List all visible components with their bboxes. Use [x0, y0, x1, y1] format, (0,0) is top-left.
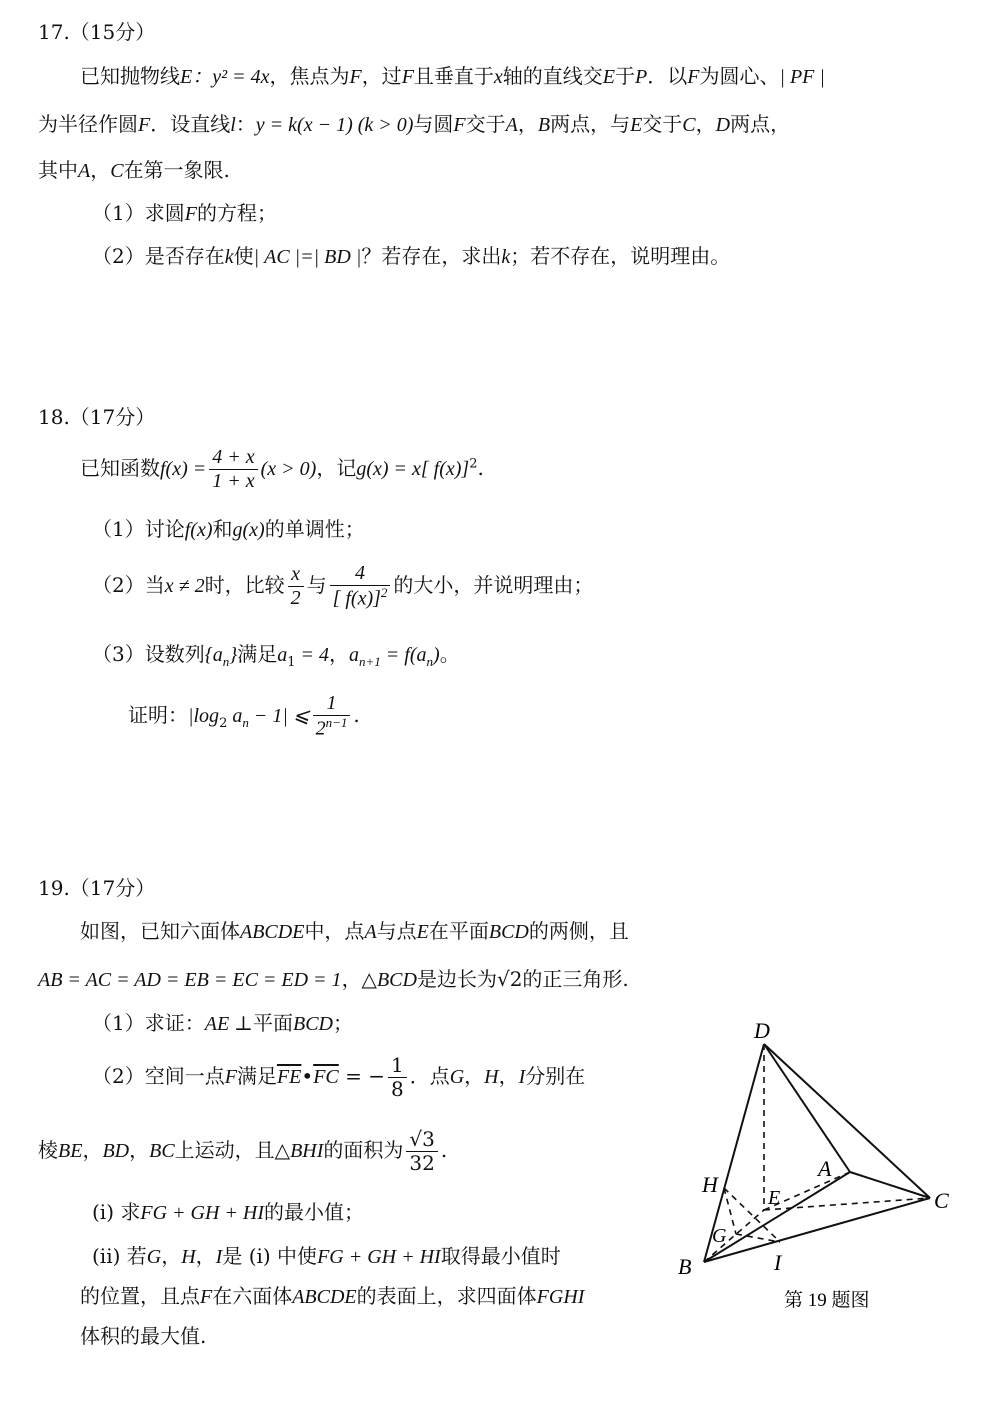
q18-subquestion-2: （2）当x ≠ 2时，比较 $\frac{x}{2}$ 与 $\frac{4}{[ f(x)]^2}$ 的大小，并说明理由；	[92, 562, 594, 610]
figure-solid-edges	[704, 1044, 930, 1262]
q18-subquestion-1: （1）讨论f(x)和g(x)的单调性；	[92, 517, 365, 541]
label-B: B	[678, 1254, 692, 1279]
q18-fraction-1-over-2n: $\frac{1}{2^{n-1}}$	[313, 692, 351, 741]
q19-fraction-sqrt3-over-32: $\frac{√3}{32}$	[406, 1128, 437, 1175]
q19-figure	[668, 1010, 968, 1320]
q18-intro: 已知函数f(x) = $\frac{4 + x}{1 + x}$ (x > 0)，记g(x) = x[ f(x)]$^2$.	[80, 446, 484, 492]
q19-header: 19.（17分）	[38, 876, 156, 900]
q17-para-line-1: 已知抛物线E：y² = 4x，焦点为F，过F且垂直于x轴的直线交E于P．以F为圆心、| PF |	[80, 64, 825, 88]
label-G: G	[712, 1225, 727, 1247]
q19-subquestion-2-i: (i) 求FG + GH + HI的最小值；	[92, 1200, 365, 1224]
q17-para-line-2: 为半径作圆F．设直线l：y = k(x − 1) (k > 0)与圆F交于A，B两点，与E交于C，D两点，	[38, 112, 791, 136]
q18-fraction-4-over-f2: $\frac{4}{[ f(x)]^2}$	[330, 562, 391, 611]
q19-subquestion-1: （1）求证：AE ⊥平面BCD；	[92, 1011, 353, 1035]
label-E: E	[768, 1187, 781, 1209]
q18-proof-statement: 证明：$|\log_2$ $a_n - 1|$ ⩽ $\frac{1}{2^{n-1}}$ .	[128, 692, 360, 740]
q19-para-line-1: 如图，已知六面体ABCDE中，点A与点E在平面BCD的两侧，且	[80, 919, 629, 943]
q18-subquestion-3: （3）设数列$\{a_n\}$满足$a_1 = 4$，$a_{n+1} = f(a_n)$。	[92, 642, 460, 670]
label-C: C	[934, 1188, 949, 1213]
q19-fraction-1-over-8: $\frac{1}{8}$	[388, 1054, 407, 1101]
q18-fraction-f: $\frac{4 + x}{1 + x}$	[209, 446, 257, 493]
q17-para-line-3: 其中A，C在第一象限.	[38, 158, 230, 182]
q17-subquestion-2: （2）是否存在k使| AC |=| BD |？若存在，求出k；若不存在，说明理由。	[92, 244, 731, 268]
q19-subquestion-2-cont: 棱BE，BD，BC上运动，且△BHI的面积为 $\frac{√3}{32}$ .	[38, 1127, 448, 1175]
label-I: I	[774, 1250, 782, 1275]
label-A: A	[818, 1156, 832, 1181]
q19-subquestion-2-ii-line-2: 的位置，且点F在六面体ABCDE的表面上，求四面体FGHI	[80, 1284, 585, 1308]
q19-para-line-2: AB = AC = AD = EB = EC = ED = 1，△BCD是边长为√2的正三角形.	[38, 967, 629, 991]
q17-header: 17.（15分）	[38, 20, 156, 44]
figure-caption: 第 19 题图	[784, 1290, 870, 1311]
q19-subquestion-2-ii: (ii) 若G，H，I是 (i) 中使FG + GH + HI取得最小值时	[92, 1244, 561, 1268]
q19-subquestion-2: （2）空间一点F满足$\overline{FE}•\overline{FC}$ = − $\frac{1}{8}$ ．点G，H，I分别在	[92, 1053, 586, 1101]
q19-subquestion-2-ii-line-3: 体积的最大值.	[80, 1324, 207, 1348]
label-D: D	[754, 1018, 770, 1043]
q18-fraction-x-over-2: $\frac{x}{2}$	[288, 563, 304, 610]
q17-subquestion-1: （1）求圆F的方程；	[92, 201, 277, 225]
label-H: H	[702, 1172, 718, 1197]
q18-header: 18.（17分）	[38, 405, 156, 429]
